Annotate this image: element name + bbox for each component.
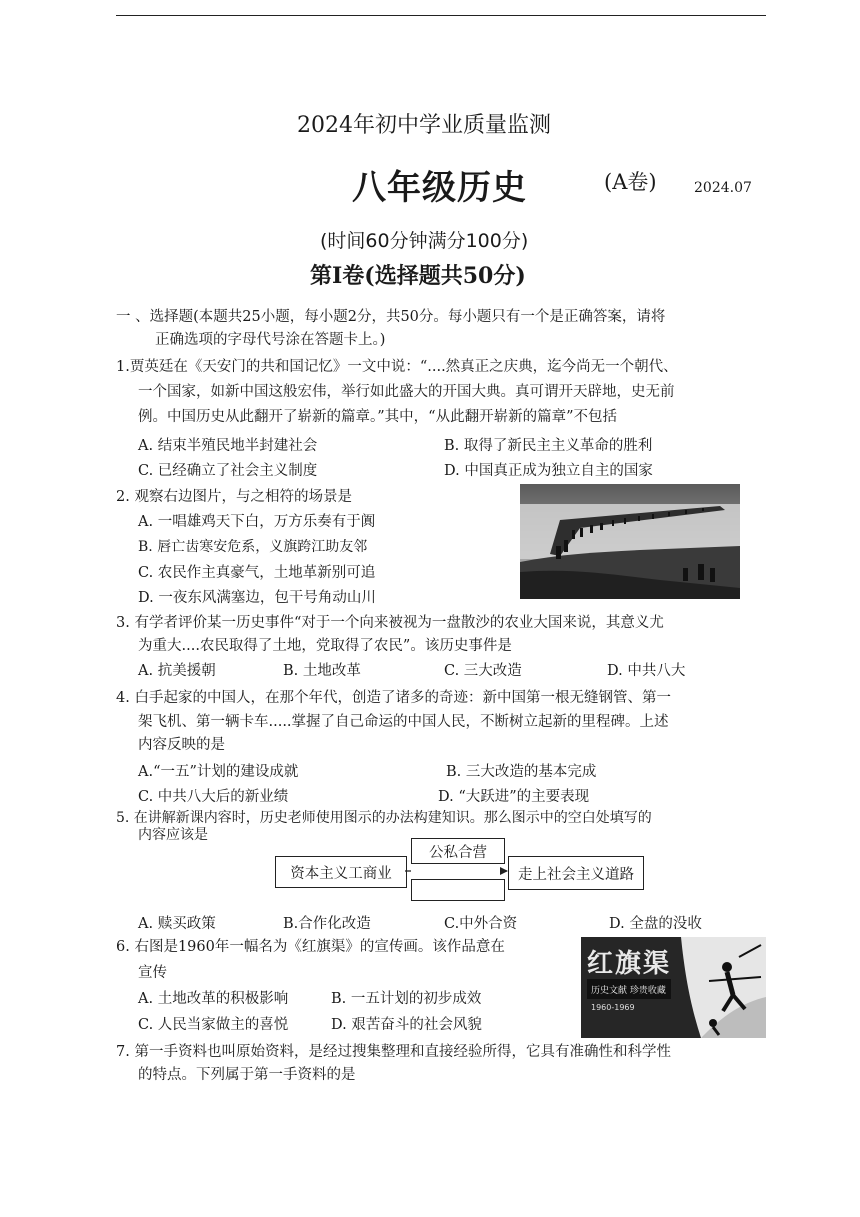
q3-line-1: 3. 有学者评价某一历史事件“对于一个向来被视为一盘散沙的农业大国来说，其意义尤 xyxy=(116,615,664,631)
q6-option-d: D. 艰苦奋斗的社会风貌 xyxy=(331,1017,482,1033)
poster-title: 红旗渠 xyxy=(587,949,672,979)
diagram-box-capitalist-industry-label: 资本主义工商业 xyxy=(290,865,392,882)
diagram-box-capitalist-industry xyxy=(275,856,407,888)
troops-crossing-river-photo xyxy=(520,484,740,599)
diagram-box-joint-venture-label: 公私合营 xyxy=(429,844,487,861)
q4-line-1: 4. 白手起家的中国人，在那个年代，创造了诸多的奇迹：新中国第一根无缝钢管、第一 xyxy=(116,690,671,706)
q5-option-c: C.中外合资 xyxy=(444,916,518,932)
q6-option-a: A. 土地改革的积极影响 xyxy=(138,991,289,1007)
q4-option-b: B. 三大改造的基本完成 xyxy=(446,764,597,780)
q2-option-a: A. 一唱雄鸡天下白，万方乐奏有于阗 xyxy=(138,514,376,530)
q3-line-2: 为重大....农民取得了土地，党取得了农民”。该历史事件是 xyxy=(138,638,512,654)
q5-option-d: D. 全盘的没收 xyxy=(609,916,702,932)
q5-line-2: 内容应该是 xyxy=(138,827,208,843)
q3-option-d: D. 中共八大 xyxy=(607,663,686,679)
q4-line-3: 内容反映的是 xyxy=(138,737,225,753)
q5-option-a: A. 赎买政策 xyxy=(138,916,216,932)
q5-option-b: B.合作化改造 xyxy=(283,916,371,932)
q4-line-2: 架飞机、第一辆卡车.....掌握了自己命运的中国人民，不断树立起新的里程碑。上述 xyxy=(138,714,669,730)
q4-option-a: A.“一五”计划的建设成就 xyxy=(138,764,299,780)
diagram-box-joint-venture xyxy=(411,838,505,864)
q2-option-c: C. 农民作主真豪气，土地革新别可追 xyxy=(138,565,376,581)
q3-option-c: C. 三大改造 xyxy=(444,663,522,679)
top-rule xyxy=(116,15,766,16)
instructions-line-1: 一 、选择题(本题共25小题，每小题2分，共50分。每小题只有一个是正确答案，请将 xyxy=(116,309,666,325)
poster-subtitle: 历史文献 珍贵收藏 xyxy=(591,986,666,996)
section-title: 第Ⅰ卷(选择题共50分) xyxy=(310,263,526,289)
instructions-line-2: 正确选项的字母代号涂在答题卡上。) xyxy=(155,332,386,348)
q5-line-1: 5. 在讲解新课内容时，历史老师使用图示的办法构建知识。那么图示中的空白处填写的 xyxy=(116,810,652,826)
q7-line-2: 的特点。下列属于第一手资料的是 xyxy=(138,1067,356,1083)
subject-title: 八年级历史 xyxy=(352,168,527,208)
q1-option-d: D. 中国真正成为独立自主的国家 xyxy=(444,463,653,479)
q1-option-a: A. 结束半殖民地半封建社会 xyxy=(138,438,318,454)
q1-line-1: 1.贾英廷在《天安门的共和国记忆》一文中说：“....然真正之庆典，迄今尚无一个朝代、 xyxy=(116,359,678,375)
q4-option-d: D. “大跃进”的主要表现 xyxy=(438,789,590,805)
q6-option-c: C. 人民当家做主的喜悦 xyxy=(138,1017,289,1033)
diagram-box-socialist-road-label: 走上社会主义道路 xyxy=(518,866,634,883)
time-info: (时间60分钟满分100分) xyxy=(320,230,529,252)
paper-label: (A卷) xyxy=(604,170,657,194)
q4-option-c: C. 中共八大后的新业绩 xyxy=(138,789,289,805)
q1-line-3: 例。中国历史从此翻开了崭新的篇章。”其中，“从此翻开崭新的篇章”不包括 xyxy=(138,409,617,425)
q2-line-1: 2. 观察右边图片，与之相符的场景是 xyxy=(116,489,352,505)
q3-option-a: A. 抗美援朝 xyxy=(138,663,216,679)
q1-option-b: B. 取得了新民主主义革命的胜利 xyxy=(444,438,653,454)
q6-line-1: 6. 右图是1960年一幅名为《红旗渠》的宣传画。该作品意在 xyxy=(116,939,505,955)
q2-option-b: B. 唇亡齿寒安危系，义旗跨江助友邻 xyxy=(138,539,368,555)
q7-line-1: 7. 第一手资料也叫原始资料，是经过搜集整理和直接经验所得，它具有准确性和科学性 xyxy=(116,1044,671,1060)
exam-title: 2024年初中学业质量监测 xyxy=(297,113,551,138)
red-flag-canal-poster xyxy=(581,937,766,1038)
q1-option-c: C. 已经确立了社会主义制度 xyxy=(138,463,318,479)
diagram-box-blank xyxy=(411,879,505,901)
exam-date: 2024.07 xyxy=(694,180,752,196)
q6-line-2: 宣传 xyxy=(138,965,167,981)
diagram-box-socialist-road xyxy=(508,856,644,890)
q1-line-2: 一个国家，如新中国这般宏伟，举行如此盛大的开国大典。真可谓开天辟地，史无前 xyxy=(138,384,675,400)
q3-option-b: B. 土地改革 xyxy=(283,663,361,679)
q6-option-b: B. 一五计划的初步成效 xyxy=(331,991,482,1007)
poster-years: 1960-1969 xyxy=(591,1003,635,1012)
q2-option-d: D. 一夜东风满塞边，包干号角动山川 xyxy=(138,590,376,606)
